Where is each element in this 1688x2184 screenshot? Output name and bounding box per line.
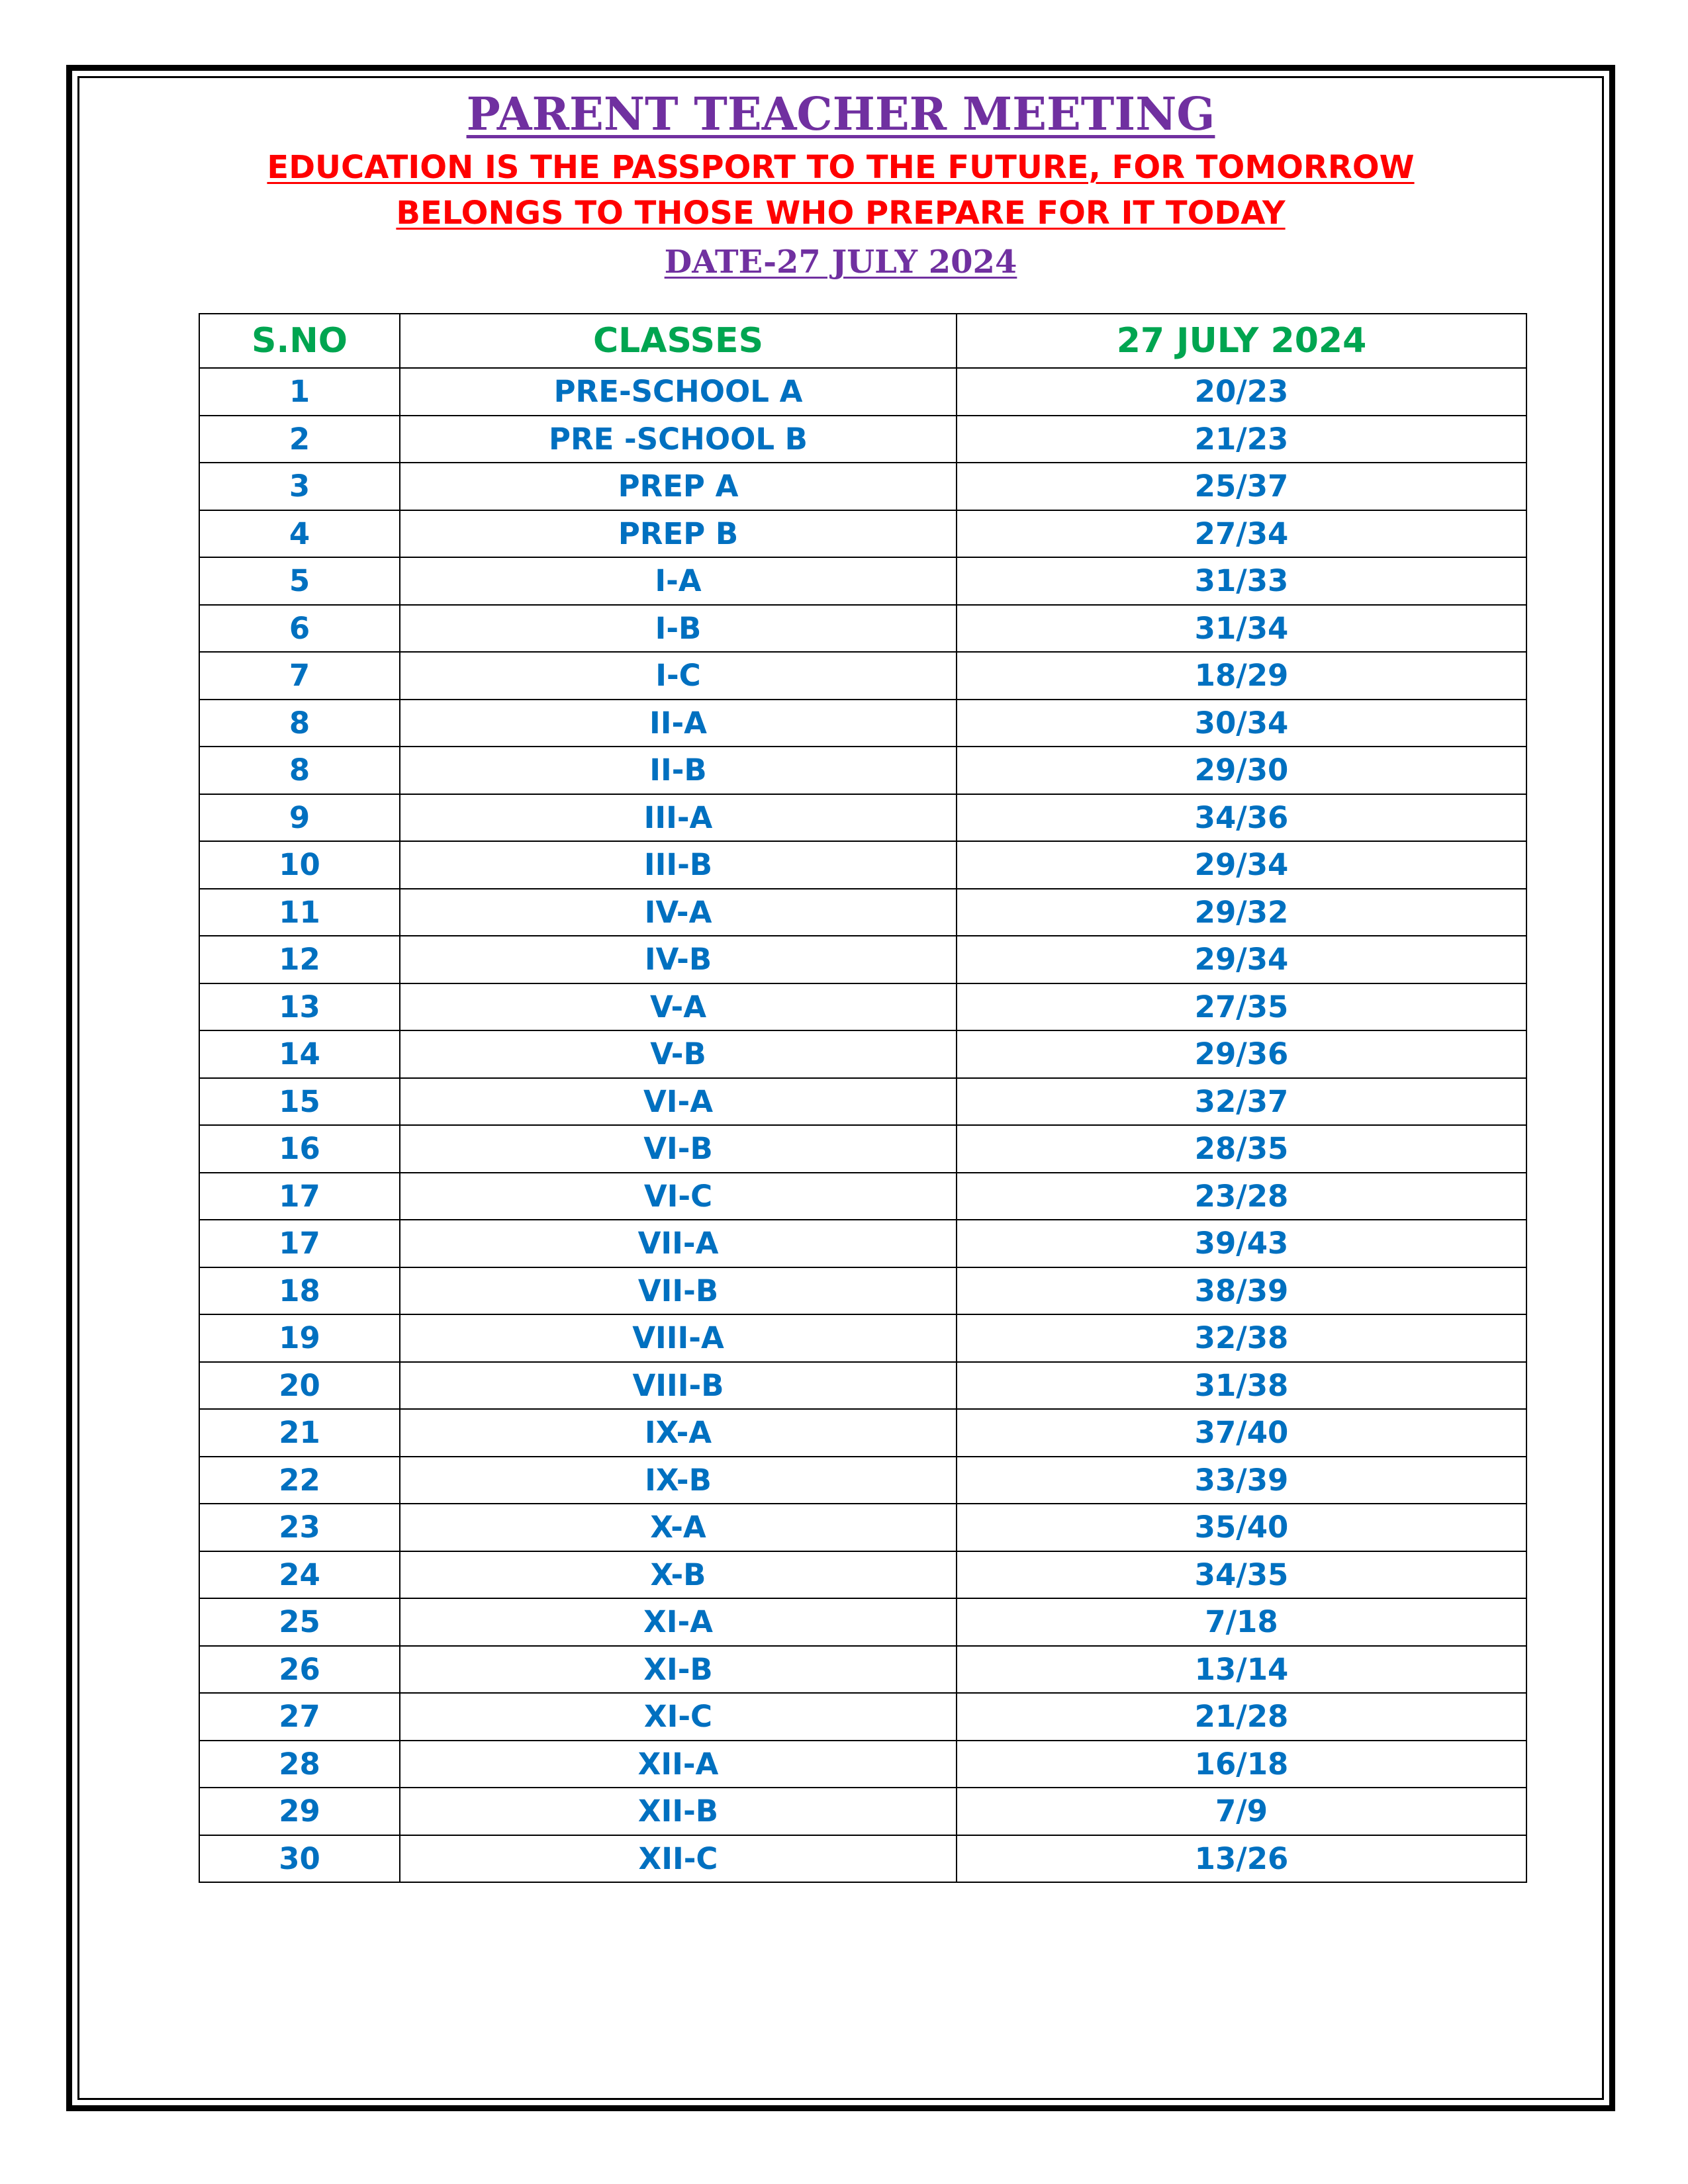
cell-sno: 8: [199, 700, 400, 747]
cell-sno: 13: [199, 983, 400, 1031]
cell-class: PRE-SCHOOL A: [400, 368, 957, 416]
table-row: [199, 1788, 1526, 1835]
cell-sno: 30: [199, 1835, 400, 1883]
header-date: 27 JULY 2024: [957, 314, 1526, 368]
cell-class: PREP B: [400, 510, 957, 558]
cell-sno: 26: [199, 1646, 400, 1694]
cell-sno: 11: [199, 889, 400, 936]
cell-class: VIII-A: [400, 1314, 957, 1362]
table-row: [199, 1693, 1526, 1741]
cell-attendance: 33/39: [957, 1457, 1526, 1504]
cell-sno: 1: [199, 368, 400, 416]
cell-class: IX-A: [400, 1409, 957, 1457]
cell-attendance: 21/28: [957, 1693, 1526, 1741]
cell-sno: 21: [199, 1409, 400, 1457]
table-row: [199, 368, 1526, 416]
cell-sno: 19: [199, 1314, 400, 1362]
cell-attendance: 18/29: [957, 652, 1526, 700]
attendance-table: [199, 313, 1527, 1883]
cell-class: V-A: [400, 983, 957, 1031]
cell-attendance: 32/38: [957, 1314, 1526, 1362]
tagline-line-2: BELONGS TO THOSE WHO PREPARE FOR IT TODAY: [396, 195, 1286, 232]
cell-class: X-B: [400, 1551, 957, 1599]
cell-attendance: 7/18: [957, 1598, 1526, 1646]
cell-attendance: 34/36: [957, 794, 1526, 842]
table-row: [199, 510, 1526, 558]
cell-attendance: 29/34: [957, 841, 1526, 889]
table-row: [199, 794, 1526, 842]
cell-attendance: 7/9: [957, 1788, 1526, 1835]
cell-sno: 14: [199, 1030, 400, 1078]
table-row: [199, 889, 1526, 936]
cell-sno: 17: [199, 1173, 400, 1220]
cell-sno: 18: [199, 1267, 400, 1315]
cell-attendance: 38/39: [957, 1267, 1526, 1315]
cell-class: II-B: [400, 747, 957, 794]
table-row: [199, 1835, 1526, 1883]
cell-class: VII-B: [400, 1267, 957, 1315]
cell-sno: 10: [199, 841, 400, 889]
table-row: [199, 1173, 1526, 1220]
cell-sno: 29: [199, 1788, 400, 1835]
cell-class: X-A: [400, 1504, 957, 1551]
cell-attendance: 30/34: [957, 700, 1526, 747]
table-row: [199, 1267, 1526, 1315]
header-classes: CLASSES: [400, 314, 957, 368]
tagline-line-1: EDUCATION IS THE PASSPORT TO THE FUTURE, FOR TOMORROW: [267, 149, 1415, 186]
table-row: [199, 936, 1526, 983]
table-row: [199, 605, 1526, 653]
cell-class: XII-B: [400, 1788, 957, 1835]
cell-sno: 24: [199, 1551, 400, 1599]
cell-class: III-B: [400, 841, 957, 889]
cell-sno: 28: [199, 1741, 400, 1788]
cell-attendance: 13/14: [957, 1646, 1526, 1694]
cell-attendance: 27/34: [957, 510, 1526, 558]
cell-attendance: 27/35: [957, 983, 1526, 1031]
cell-class: XI-C: [400, 1693, 957, 1741]
table-row: [199, 1078, 1526, 1126]
cell-sno: 23: [199, 1504, 400, 1551]
cell-sno: 8: [199, 747, 400, 794]
table-row: [199, 1030, 1526, 1078]
table-row: [199, 416, 1526, 463]
table-row: [199, 700, 1526, 747]
table-header-row: [199, 314, 1526, 368]
table-row: [199, 1741, 1526, 1788]
table-row: [199, 841, 1526, 889]
table-row: [199, 652, 1526, 700]
cell-sno: 7: [199, 652, 400, 700]
cell-sno: 17: [199, 1220, 400, 1267]
cell-class: I-C: [400, 652, 957, 700]
table-body: [199, 368, 1526, 1882]
cell-class: PREP A: [400, 463, 957, 510]
cell-attendance: 16/18: [957, 1741, 1526, 1788]
cell-sno: 9: [199, 794, 400, 842]
cell-class: VI-C: [400, 1173, 957, 1220]
cell-attendance: 31/38: [957, 1362, 1526, 1410]
cell-attendance: 37/40: [957, 1409, 1526, 1457]
table-row: [199, 1598, 1526, 1646]
cell-sno: 2: [199, 416, 400, 463]
cell-attendance: 25/37: [957, 463, 1526, 510]
cell-attendance: 20/23: [957, 368, 1526, 416]
table-row: [199, 983, 1526, 1031]
cell-class: I-B: [400, 605, 957, 653]
cell-attendance: 32/37: [957, 1078, 1526, 1126]
cell-class: V-B: [400, 1030, 957, 1078]
table-row: [199, 557, 1526, 605]
cell-attendance: 39/43: [957, 1220, 1526, 1267]
cell-class: PRE -SCHOOL B: [400, 416, 957, 463]
cell-class: IV-B: [400, 936, 957, 983]
cell-attendance: 35/40: [957, 1504, 1526, 1551]
table-row: [199, 1362, 1526, 1410]
cell-attendance: 28/35: [957, 1125, 1526, 1173]
table-row: [199, 747, 1526, 794]
cell-sno: 12: [199, 936, 400, 983]
table-row: [199, 1646, 1526, 1694]
table-row: [199, 1409, 1526, 1457]
table-row: [199, 1551, 1526, 1599]
cell-sno: 6: [199, 605, 400, 653]
cell-class: XII-C: [400, 1835, 957, 1883]
cell-class: VII-A: [400, 1220, 957, 1267]
cell-sno: 16: [199, 1125, 400, 1173]
cell-class: XI-B: [400, 1646, 957, 1694]
cell-sno: 27: [199, 1693, 400, 1741]
cell-class: XI-A: [400, 1598, 957, 1646]
page-title: PARENT TEACHER MEETING: [466, 88, 1215, 141]
cell-attendance: 34/35: [957, 1551, 1526, 1599]
cell-sno: 5: [199, 557, 400, 605]
cell-attendance: 29/32: [957, 889, 1526, 936]
cell-sno: 4: [199, 510, 400, 558]
table-row: [199, 1314, 1526, 1362]
cell-sno: 20: [199, 1362, 400, 1410]
table-row: [199, 1125, 1526, 1173]
cell-class: VI-A: [400, 1078, 957, 1126]
cell-attendance: 29/30: [957, 747, 1526, 794]
cell-class: III-A: [400, 794, 957, 842]
header-sno: S.NO: [199, 314, 400, 368]
cell-class: XII-A: [400, 1741, 957, 1788]
cell-attendance: 31/33: [957, 557, 1526, 605]
cell-sno: 22: [199, 1457, 400, 1504]
table-row: [199, 1220, 1526, 1267]
cell-class: II-A: [400, 700, 957, 747]
meeting-date: DATE-27 JULY 2024: [664, 244, 1017, 281]
cell-class: VIII-B: [400, 1362, 957, 1410]
cell-attendance: 29/36: [957, 1030, 1526, 1078]
cell-attendance: 13/26: [957, 1835, 1526, 1883]
cell-attendance: 29/34: [957, 936, 1526, 983]
cell-sno: 3: [199, 463, 400, 510]
table-row: [199, 1457, 1526, 1504]
cell-sno: 15: [199, 1078, 400, 1126]
table-row: [199, 463, 1526, 510]
cell-class: IX-B: [400, 1457, 957, 1504]
cell-class: IV-A: [400, 889, 957, 936]
cell-attendance: 31/34: [957, 605, 1526, 653]
table-row: [199, 1504, 1526, 1551]
cell-attendance: 21/23: [957, 416, 1526, 463]
cell-class: I-A: [400, 557, 957, 605]
cell-class: VI-B: [400, 1125, 957, 1173]
cell-attendance: 23/28: [957, 1173, 1526, 1220]
cell-sno: 25: [199, 1598, 400, 1646]
